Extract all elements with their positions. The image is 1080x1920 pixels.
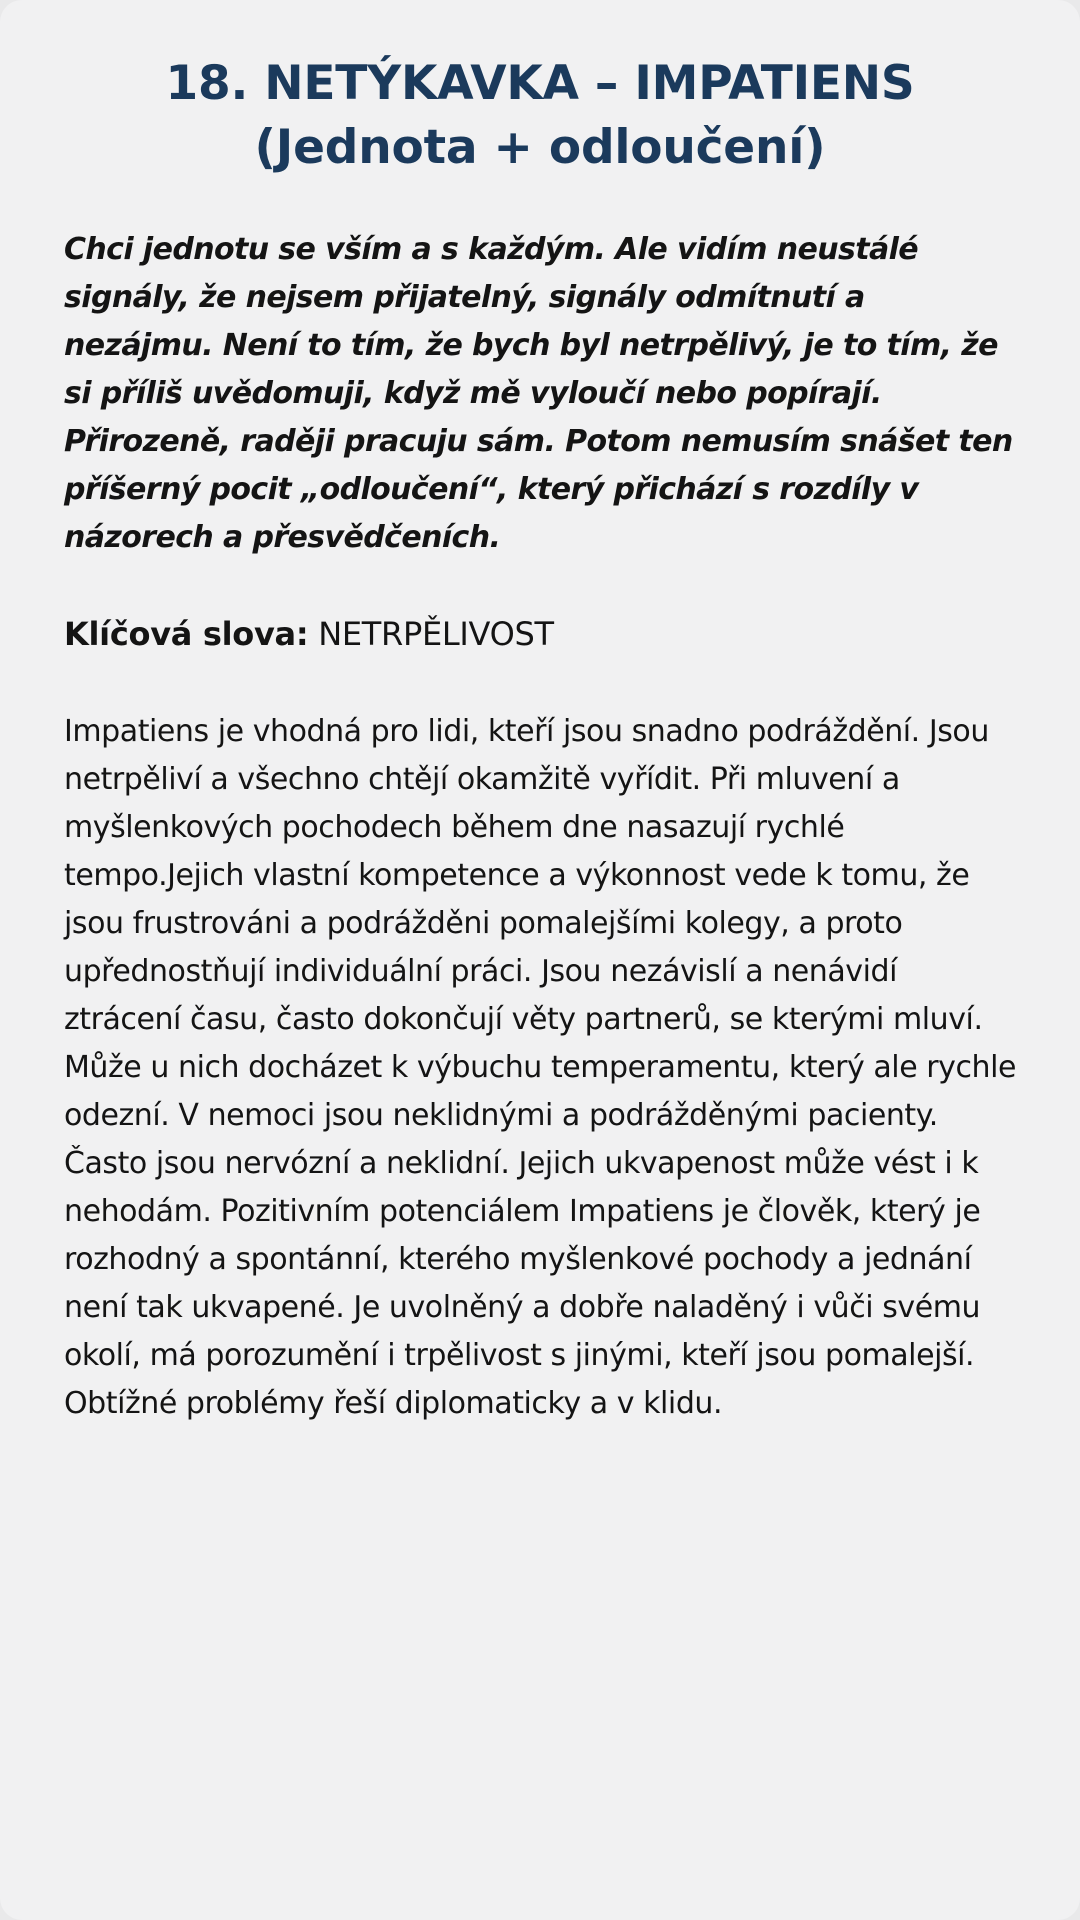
keywords-label: Klíčová slova: <box>64 615 309 653</box>
title-line-1: 18. NETÝKAVKA – IMPATIENS <box>165 56 915 111</box>
keywords-value: NETRPĚLIVOST <box>318 615 554 653</box>
description-paragraph: Impatiens je vhodná pro lidi, kteří jsou snadno podráždění. Jsou netrpěliví a všechno chtějí okamžitě vyřídit. Při mluvení a myšlenkových pochodech během dne nasazují rychlé tempo.Jejich vlastní kompetence a výkonnost vede k tomu, že jsou frustrováni a podrážděni pomalejšími kolegy, a proto upřednostňují individuální práci. Jsou nezávislí a nenávidí ztrácení času, často dokončují věty partnerů, se kterými mluví. Může u nich docházet k výbuchu temperamentu, který ale rychle odezní. V nemoci jsou neklidnými a podrážděnými pacienty. Často jsou nervózní a neklidní. Jejich ukvapenost může vést i k nehodám. Pozitivním potenciálem Impatiens je člověk, který je rozhodný a spontánní, kterého myšlenkové pochody a jednání není tak ukvapené. Je uvolněný a dobře naladěný i vůči svému okolí, má porozumění i trpělivost s jinými, kteří jsou pomalejší. Obtížné problémy řeší diplomaticky a v klidu. <box>64 714 1016 1421</box>
title-line-2: (Jednota + odloučení) <box>254 120 826 175</box>
keywords-line <box>64 610 1016 658</box>
intro-quote: Chci jednotu se vším a s každým. Ale vidím neustálé signály, že nejsem přijatelný, signály odmítnutí a nezájmu. Není to tím, že bych byl netrpělivý, je to tím, že si příliš uvědomuji, když mě vyloučí nebo popírají. Přirozeně, raději pracuju sám. Potom nemusím snášet ten příšerný pocit „odloučení“, který přichází s rozdíly v názorech a přesvědčeních. <box>64 232 1013 555</box>
page-title <box>64 52 1016 180</box>
